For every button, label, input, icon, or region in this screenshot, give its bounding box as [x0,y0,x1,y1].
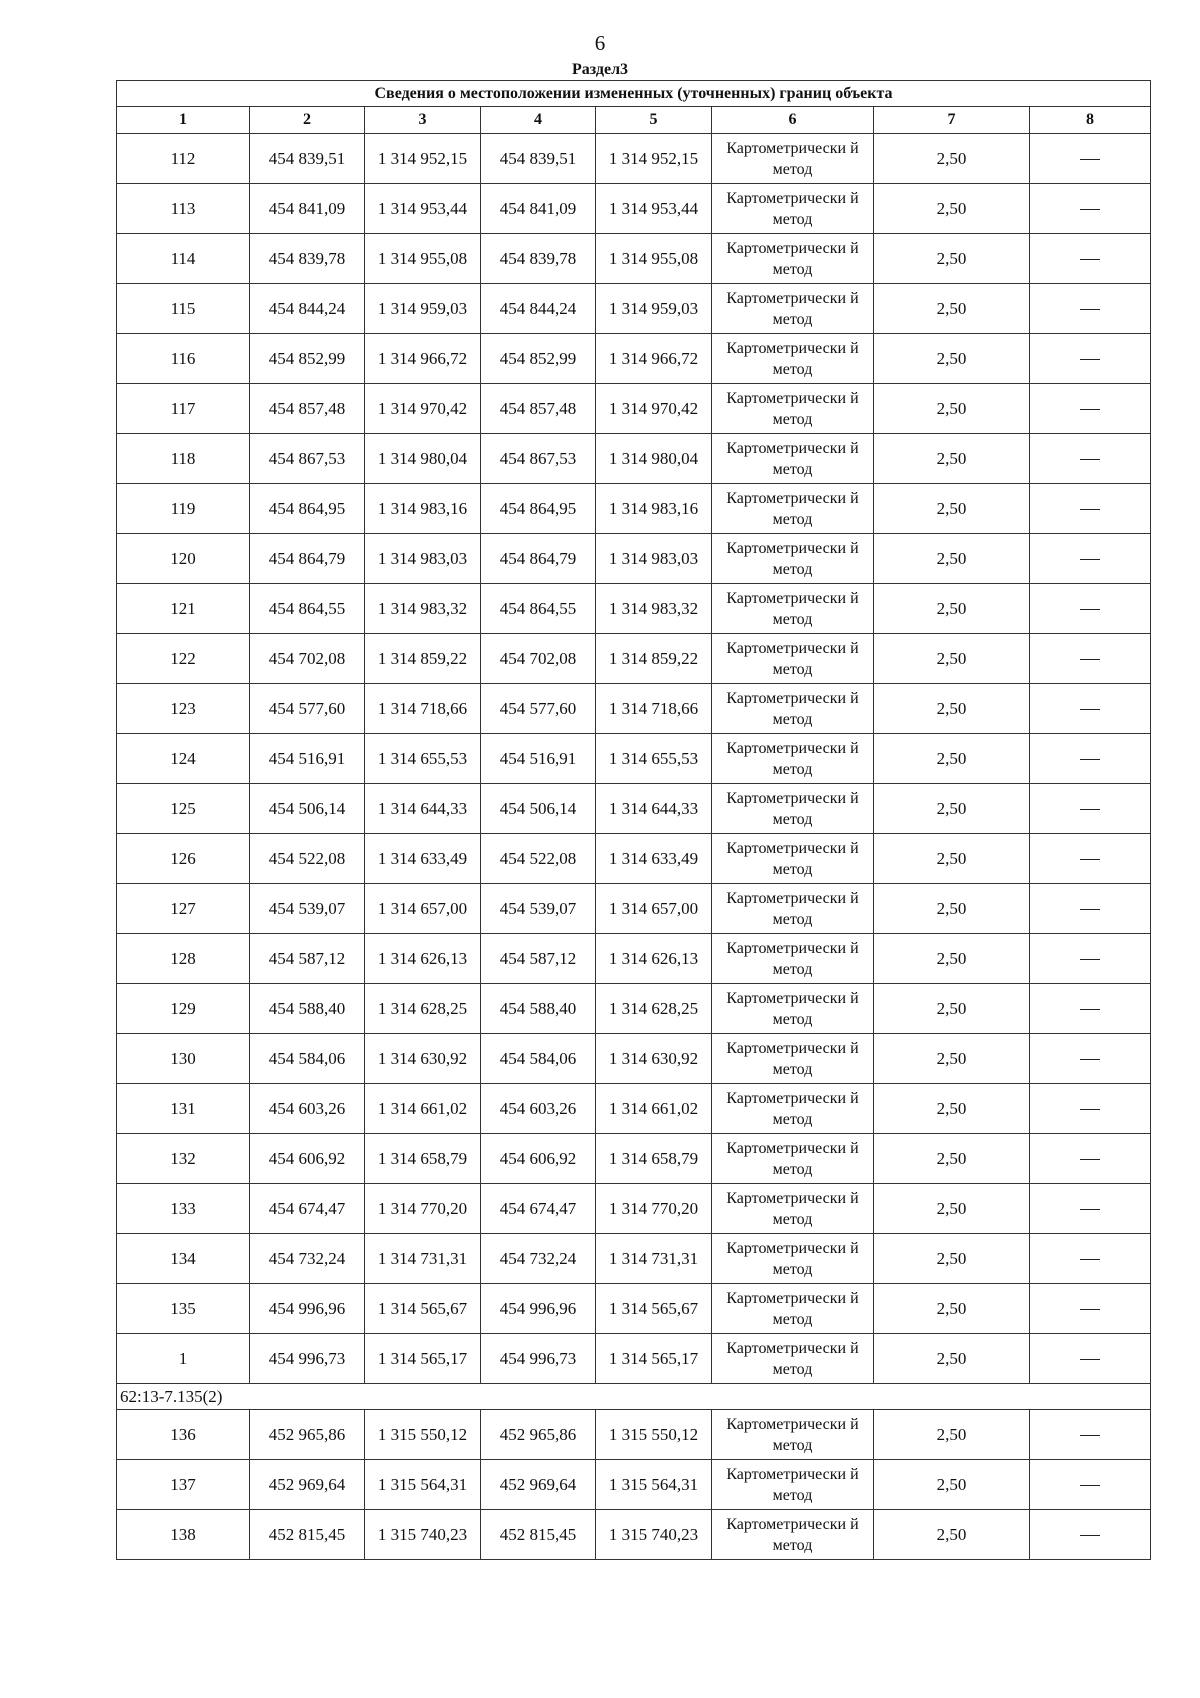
method-cell: Картометрически й метод [712,784,874,834]
x-refined-cell: 454 864,95 [481,484,596,534]
column-number: 4 [481,107,596,134]
method-cell: Картометрически й метод [712,934,874,984]
x-refined-cell: 454 867,53 [481,434,596,484]
point-number-cell: 115 [117,284,250,334]
accuracy-cell: 2,50 [874,434,1030,484]
x-refined-cell: 454 674,47 [481,1184,596,1234]
column-number: 1 [117,107,250,134]
note-cell [1030,1034,1151,1084]
table-row [117,584,1151,634]
table-caption-row [117,81,1151,107]
method-cell: Картометрически й метод [712,1234,874,1284]
y-existing-cell: 1 314 966,72 [365,334,481,384]
method-cell: Картометрически й метод [712,1134,874,1184]
method-cell: Картометрически й метод [712,184,874,234]
y-existing-cell: 1 315 564,31 [365,1460,481,1510]
point-number-cell: 137 [117,1460,250,1510]
x-refined-cell: 454 702,08 [481,634,596,684]
point-number-cell: 118 [117,434,250,484]
x-refined-cell: 452 965,86 [481,1410,596,1460]
accuracy-cell: 2,50 [874,234,1030,284]
accuracy-cell: 2,50 [874,1410,1030,1460]
x-refined-cell: 454 857,48 [481,384,596,434]
x-existing-cell: 452 965,86 [250,1410,365,1460]
dash-mark [1080,509,1100,510]
note-cell [1030,784,1151,834]
dash-mark [1080,1535,1100,1536]
y-refined-cell: 1 314 983,32 [596,584,712,634]
x-existing-cell: 452 969,64 [250,1460,365,1510]
point-number-cell: 126 [117,834,250,884]
y-refined-cell: 1 314 952,15 [596,134,712,184]
x-refined-cell: 454 864,79 [481,534,596,584]
y-existing-cell: 1 314 970,42 [365,384,481,434]
note-cell [1030,484,1151,534]
method-cell: Картометрически й метод [712,684,874,734]
y-existing-cell: 1 314 633,49 [365,834,481,884]
table-row [117,384,1151,434]
y-refined-cell: 1 314 626,13 [596,934,712,984]
note-cell [1030,284,1151,334]
method-cell: Картометрически й метод [712,984,874,1034]
method-cell: Картометрически й метод [712,1334,874,1384]
point-number-cell: 114 [117,234,250,284]
y-refined-cell: 1 314 955,08 [596,234,712,284]
y-refined-cell: 1 314 953,44 [596,184,712,234]
boundary-coordinates-table [116,80,1151,1560]
dash-mark [1080,1109,1100,1110]
method-cell: Картометрически й метод [712,534,874,584]
x-existing-cell: 454 506,14 [250,784,365,834]
x-refined-cell: 454 516,91 [481,734,596,784]
point-number-cell: 133 [117,1184,250,1234]
note-cell [1030,534,1151,584]
table-row [117,834,1151,884]
method-cell: Картометрически й метод [712,1034,874,1084]
x-refined-cell: 454 606,92 [481,1134,596,1184]
table-row [117,534,1151,584]
method-cell: Картометрически й метод [712,884,874,934]
table-row [117,1410,1151,1460]
note-cell [1030,1284,1151,1334]
method-cell: Картометрически й метод [712,634,874,684]
x-existing-cell: 454 864,79 [250,534,365,584]
method-cell: Картометрически й метод [712,134,874,184]
table-row [117,434,1151,484]
point-number-cell: 1 [117,1334,250,1384]
y-existing-cell: 1 314 628,25 [365,984,481,1034]
dash-mark [1080,759,1100,760]
accuracy-cell: 2,50 [874,1334,1030,1384]
x-existing-cell: 454 839,51 [250,134,365,184]
x-refined-cell: 454 996,96 [481,1284,596,1334]
dash-mark [1080,1485,1100,1486]
x-existing-cell: 454 996,73 [250,1334,365,1384]
accuracy-cell: 2,50 [874,534,1030,584]
method-cell: Картометрически й метод [712,234,874,284]
y-existing-cell: 1 314 955,08 [365,234,481,284]
point-number-cell: 136 [117,1410,250,1460]
point-number-cell: 116 [117,334,250,384]
y-existing-cell: 1 314 953,44 [365,184,481,234]
x-refined-cell: 454 844,24 [481,284,596,334]
note-cell [1030,734,1151,784]
x-existing-cell: 454 588,40 [250,984,365,1034]
column-numbers-row [117,107,1151,134]
y-existing-cell: 1 314 626,13 [365,934,481,984]
note-cell [1030,1510,1151,1560]
x-existing-cell: 454 857,48 [250,384,365,434]
method-cell: Картометрически й метод [712,484,874,534]
y-refined-cell: 1 314 731,31 [596,1234,712,1284]
note-cell [1030,1084,1151,1134]
y-refined-cell: 1 314 959,03 [596,284,712,334]
dash-mark [1080,259,1100,260]
y-existing-cell: 1 314 565,17 [365,1334,481,1384]
point-number-cell: 119 [117,484,250,534]
x-refined-cell: 454 506,14 [481,784,596,834]
column-number: 5 [596,107,712,134]
y-refined-cell: 1 314 565,17 [596,1334,712,1384]
x-existing-cell: 454 577,60 [250,684,365,734]
dash-mark [1080,959,1100,960]
table-row [117,184,1151,234]
table-row [117,1510,1151,1560]
accuracy-cell: 2,50 [874,1234,1030,1284]
y-refined-cell: 1 314 980,04 [596,434,712,484]
x-existing-cell: 454 539,07 [250,884,365,934]
accuracy-cell: 2,50 [874,884,1030,934]
x-existing-cell: 454 584,06 [250,1034,365,1084]
y-existing-cell: 1 314 644,33 [365,784,481,834]
table-row [117,284,1151,334]
point-number-cell: 112 [117,134,250,184]
column-number: 3 [365,107,481,134]
y-existing-cell: 1 314 718,66 [365,684,481,734]
y-existing-cell: 1 314 983,32 [365,584,481,634]
method-cell: Картометрически й метод [712,584,874,634]
note-cell [1030,634,1151,684]
note-cell [1030,834,1151,884]
note-cell [1030,384,1151,434]
table-row [117,1084,1151,1134]
x-refined-cell: 454 603,26 [481,1084,596,1134]
accuracy-cell: 2,50 [874,734,1030,784]
table-row [117,1184,1151,1234]
table-row [117,984,1151,1034]
accuracy-cell: 2,50 [874,1184,1030,1234]
point-number-cell: 130 [117,1034,250,1084]
accuracy-cell: 2,50 [874,1284,1030,1334]
note-cell [1030,234,1151,284]
dash-mark [1080,209,1100,210]
accuracy-cell: 2,50 [874,384,1030,434]
method-cell: Картометрически й метод [712,734,874,784]
method-cell: Картометрически й метод [712,434,874,484]
column-number: 2 [250,107,365,134]
accuracy-cell: 2,50 [874,284,1030,334]
note-cell [1030,1234,1151,1284]
y-existing-cell: 1 314 658,79 [365,1134,481,1184]
table-row [117,134,1151,184]
x-existing-cell: 454 587,12 [250,934,365,984]
table-caption: Сведения о местоположении измененных (уточненных) границ объекта [117,81,1151,107]
x-existing-cell: 454 603,26 [250,1084,365,1134]
accuracy-cell: 2,50 [874,334,1030,384]
method-cell: Картометрически й метод [712,834,874,884]
y-refined-cell: 1 314 655,53 [596,734,712,784]
dash-mark [1080,1009,1100,1010]
x-existing-cell: 454 996,96 [250,1284,365,1334]
y-existing-cell: 1 315 740,23 [365,1510,481,1560]
x-refined-cell: 454 522,08 [481,834,596,884]
y-existing-cell: 1 314 983,16 [365,484,481,534]
point-number-cell: 138 [117,1510,250,1560]
dash-mark [1080,1159,1100,1160]
y-refined-cell: 1 314 718,66 [596,684,712,734]
y-existing-cell: 1 314 630,92 [365,1034,481,1084]
accuracy-cell: 2,50 [874,584,1030,634]
table-row [117,784,1151,834]
column-number: 6 [712,107,874,134]
column-number: 7 [874,107,1030,134]
method-cell: Картометрически й метод [712,1184,874,1234]
dash-mark [1080,409,1100,410]
point-number-cell: 129 [117,984,250,1034]
accuracy-cell: 2,50 [874,834,1030,884]
x-refined-cell: 452 969,64 [481,1460,596,1510]
group-header-row [117,1384,1151,1410]
accuracy-cell: 2,50 [874,1134,1030,1184]
dash-mark [1080,1359,1100,1360]
x-existing-cell: 454 702,08 [250,634,365,684]
dash-mark [1080,159,1100,160]
y-existing-cell: 1 314 565,67 [365,1284,481,1334]
table-row [117,884,1151,934]
y-refined-cell: 1 314 658,79 [596,1134,712,1184]
note-cell [1030,1410,1151,1460]
method-cell: Картометрически й метод [712,334,874,384]
method-cell: Картометрически й метод [712,1410,874,1460]
dash-mark [1080,609,1100,610]
x-existing-cell: 454 864,95 [250,484,365,534]
accuracy-cell: 2,50 [874,1510,1030,1560]
method-cell: Картометрически й метод [712,384,874,434]
accuracy-cell: 2,50 [874,984,1030,1034]
x-existing-cell: 454 516,91 [250,734,365,784]
table-row [117,1460,1151,1510]
point-number-cell: 123 [117,684,250,734]
y-existing-cell: 1 314 983,03 [365,534,481,584]
note-cell [1030,134,1151,184]
table-row [117,1234,1151,1284]
dash-mark [1080,1259,1100,1260]
x-refined-cell: 454 577,60 [481,684,596,734]
x-existing-cell: 454 864,55 [250,584,365,634]
dash-mark [1080,459,1100,460]
x-refined-cell: 454 852,99 [481,334,596,384]
dash-mark [1080,659,1100,660]
y-existing-cell: 1 314 959,03 [365,284,481,334]
y-refined-cell: 1 314 859,22 [596,634,712,684]
x-refined-cell: 454 996,73 [481,1334,596,1384]
dash-mark [1080,309,1100,310]
x-existing-cell: 454 522,08 [250,834,365,884]
point-number-cell: 128 [117,934,250,984]
note-cell [1030,1334,1151,1384]
dash-mark [1080,709,1100,710]
method-cell: Картометрически й метод [712,1284,874,1334]
y-existing-cell: 1 314 980,04 [365,434,481,484]
page-number: 6 [594,31,606,55]
x-existing-cell: 454 732,24 [250,1234,365,1284]
point-number-cell: 131 [117,1084,250,1134]
x-refined-cell: 452 815,45 [481,1510,596,1560]
note-cell [1030,584,1151,634]
x-existing-cell: 454 674,47 [250,1184,365,1234]
accuracy-cell: 2,50 [874,634,1030,684]
method-cell: Картометрически й метод [712,1460,874,1510]
x-existing-cell: 454 844,24 [250,284,365,334]
point-number-cell: 120 [117,534,250,584]
method-cell: Картометрически й метод [712,1084,874,1134]
dash-mark [1080,909,1100,910]
y-refined-cell: 1 314 770,20 [596,1184,712,1234]
point-number-cell: 135 [117,1284,250,1334]
note-cell [1030,984,1151,1034]
note-cell [1030,684,1151,734]
x-existing-cell: 454 606,92 [250,1134,365,1184]
dash-mark [1080,1059,1100,1060]
table-row [117,1134,1151,1184]
note-cell [1030,934,1151,984]
y-existing-cell: 1 314 655,53 [365,734,481,784]
x-refined-cell: 454 587,12 [481,934,596,984]
x-existing-cell: 452 815,45 [250,1510,365,1560]
y-refined-cell: 1 314 630,92 [596,1034,712,1084]
y-existing-cell: 1 314 661,02 [365,1084,481,1134]
note-cell [1030,334,1151,384]
y-refined-cell: 1 315 740,23 [596,1510,712,1560]
method-cell: Картометрически й метод [712,1510,874,1560]
column-number: 8 [1030,107,1151,134]
point-number-cell: 121 [117,584,250,634]
x-refined-cell: 454 841,09 [481,184,596,234]
table-row [117,1284,1151,1334]
y-existing-cell: 1 314 859,22 [365,634,481,684]
x-refined-cell: 454 584,06 [481,1034,596,1084]
method-cell: Картометрически й метод [712,284,874,334]
y-existing-cell: 1 314 952,15 [365,134,481,184]
x-refined-cell: 454 839,78 [481,234,596,284]
x-refined-cell: 454 732,24 [481,1234,596,1284]
dash-mark [1080,1435,1100,1436]
accuracy-cell: 2,50 [874,684,1030,734]
x-existing-cell: 454 867,53 [250,434,365,484]
point-number-cell: 127 [117,884,250,934]
y-existing-cell: 1 315 550,12 [365,1410,481,1460]
accuracy-cell: 2,50 [874,784,1030,834]
table-row [117,234,1151,284]
point-number-cell: 124 [117,734,250,784]
dash-mark [1080,1209,1100,1210]
point-number-cell: 122 [117,634,250,684]
note-cell [1030,434,1151,484]
x-existing-cell: 454 841,09 [250,184,365,234]
x-refined-cell: 454 864,55 [481,584,596,634]
accuracy-cell: 2,50 [874,1034,1030,1084]
table-row [117,734,1151,784]
y-refined-cell: 1 314 661,02 [596,1084,712,1134]
y-refined-cell: 1 314 628,25 [596,984,712,1034]
note-cell [1030,884,1151,934]
x-refined-cell: 454 839,51 [481,134,596,184]
table-row [117,334,1151,384]
note-cell [1030,1184,1151,1234]
point-number-cell: 113 [117,184,250,234]
table-row [117,1034,1151,1084]
accuracy-cell: 2,50 [874,184,1030,234]
y-refined-cell: 1 314 633,49 [596,834,712,884]
y-refined-cell: 1 314 983,16 [596,484,712,534]
y-refined-cell: 1 314 966,72 [596,334,712,384]
accuracy-cell: 2,50 [874,134,1030,184]
accuracy-cell: 2,50 [874,1460,1030,1510]
note-cell [1030,1460,1151,1510]
y-refined-cell: 1 314 565,67 [596,1284,712,1334]
y-refined-cell: 1 315 550,12 [596,1410,712,1460]
y-existing-cell: 1 314 731,31 [365,1234,481,1284]
x-existing-cell: 454 852,99 [250,334,365,384]
dash-mark [1080,559,1100,560]
x-refined-cell: 454 588,40 [481,984,596,1034]
y-refined-cell: 1 314 644,33 [596,784,712,834]
y-existing-cell: 1 314 770,20 [365,1184,481,1234]
table-row [117,634,1151,684]
note-cell [1030,184,1151,234]
table-row [117,934,1151,984]
dash-mark [1080,859,1100,860]
point-number-cell: 132 [117,1134,250,1184]
note-cell [1030,1134,1151,1184]
y-refined-cell: 1 315 564,31 [596,1460,712,1510]
y-existing-cell: 1 314 657,00 [365,884,481,934]
x-existing-cell: 454 839,78 [250,234,365,284]
section-title: Раздел3 [571,61,629,78]
x-refined-cell: 454 539,07 [481,884,596,934]
point-number-cell: 125 [117,784,250,834]
point-number-cell: 117 [117,384,250,434]
table-row [117,684,1151,734]
dash-mark [1080,359,1100,360]
table-row [117,1334,1151,1384]
y-refined-cell: 1 314 657,00 [596,884,712,934]
dash-mark [1080,809,1100,810]
accuracy-cell: 2,50 [874,1084,1030,1134]
y-refined-cell: 1 314 970,42 [596,384,712,434]
accuracy-cell: 2,50 [874,484,1030,534]
accuracy-cell: 2,50 [874,934,1030,984]
point-number-cell: 134 [117,1234,250,1284]
y-refined-cell: 1 314 983,03 [596,534,712,584]
group-label: 62:13-7.135(2) [117,1384,1151,1410]
table-row [117,484,1151,534]
dash-mark [1080,1309,1100,1310]
